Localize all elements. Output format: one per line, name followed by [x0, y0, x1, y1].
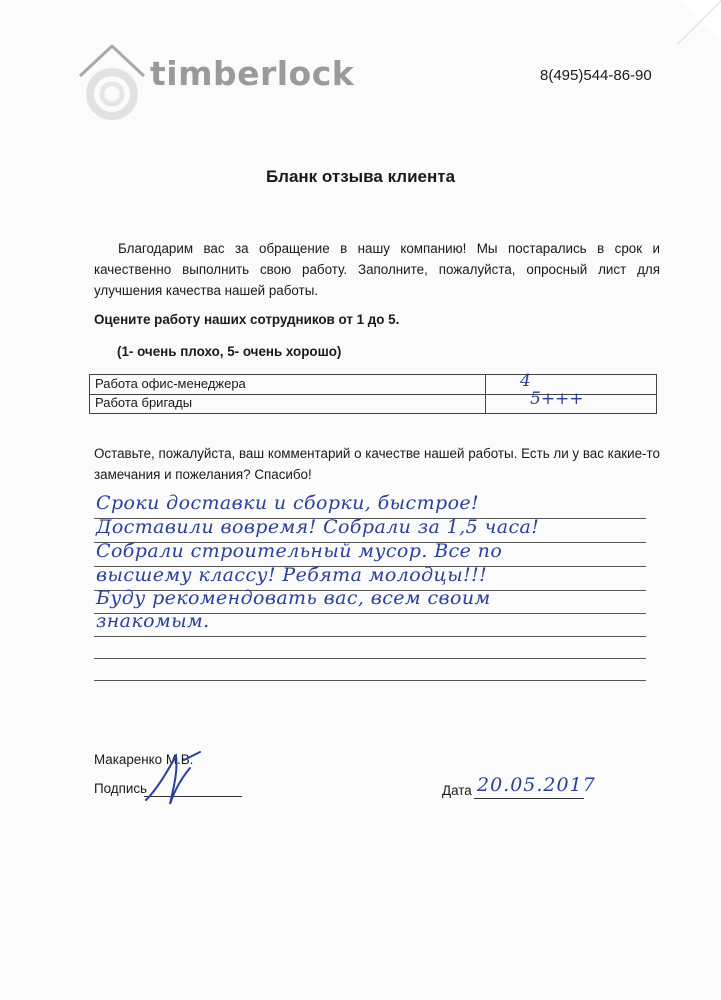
- company-phone: 8(495)544-86-90: [540, 67, 652, 84]
- handwritten-comment-line: Доставили вовремя! Собрали за 1,5 часа!: [96, 516, 540, 538]
- rating-score-office-manager: 4: [520, 371, 531, 391]
- logo-wordmark: timberlock: [150, 54, 355, 93]
- table-row: [90, 389, 656, 413]
- handwritten-comment-line: Собрали строительный мусор. Все по: [96, 540, 503, 562]
- handwritten-comment-line: высшему классу! Ребята молодцы!!!: [96, 564, 488, 586]
- handwritten-comment-line: знакомым.: [96, 610, 210, 632]
- handwritten-comment-line: Сроки доставки и сборки, быстрое!: [96, 492, 480, 514]
- signer-name: Макаренко М.В.: [94, 752, 194, 767]
- comment-line: [94, 636, 646, 637]
- intro-paragraph: Благодарим вас за обращение в нашу компанию! Мы постарались в срок и качественно выполнить свою работу. Заполните, пожалуйста, опросный лист для улучшения качества нашей работы.: [94, 241, 660, 298]
- rating-label-crew: Работа бригады: [95, 395, 193, 410]
- date-label: Дата: [442, 783, 472, 798]
- handwritten-signature: [140, 748, 210, 808]
- handwritten-date: 20.05.2017: [477, 774, 596, 796]
- rating-label-office-manager: Работа офис-менеджера: [95, 376, 246, 391]
- comment-prompt: Оставьте, пожалуйста, ваш комментарий о качестве нашей работы. Есть ли у вас какие-то замечания и пожелания? Спасибо!: [94, 446, 660, 482]
- rating-score-crew: 5+++: [530, 389, 584, 409]
- rating-table: [89, 371, 657, 414]
- signature-label: Подпись: [94, 781, 147, 796]
- comment-line: [94, 658, 646, 659]
- handwritten-comment-line: Буду рекомендовать вас, всем своим: [96, 587, 491, 609]
- rating-heading: Оцените работу наших сотрудников от 1 до 5.: [94, 312, 400, 327]
- rating-scale-hint: (1- очень плохо, 5- очень хорошо): [117, 344, 342, 359]
- form-title: Бланк отзыва клиента: [265, 167, 456, 186]
- comment-line: [94, 680, 646, 681]
- date-line: [474, 798, 584, 799]
